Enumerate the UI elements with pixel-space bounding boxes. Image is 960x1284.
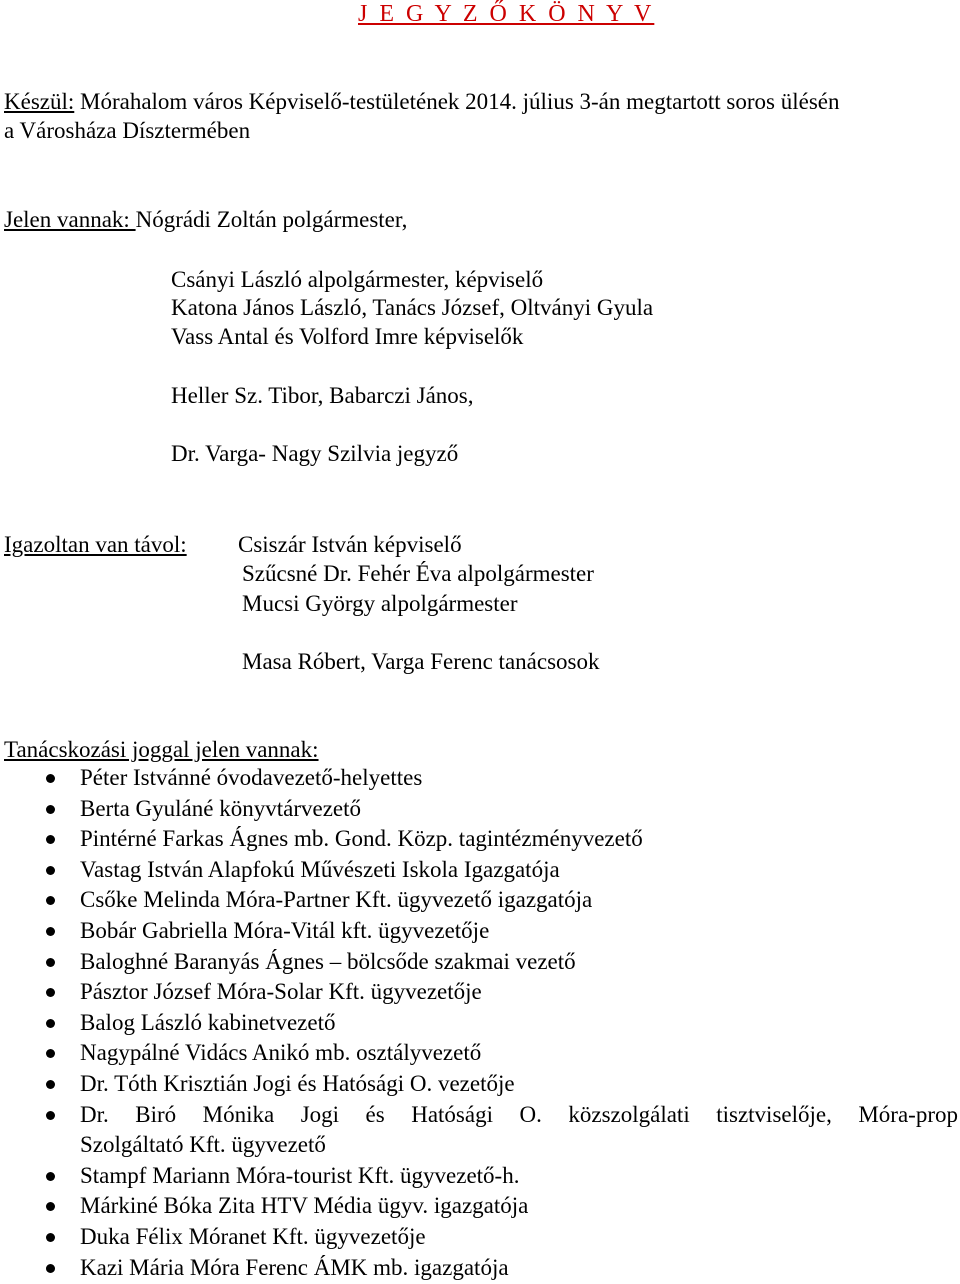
list-item [0, 1009, 960, 1040]
list-item-text: Márkiné Bóka Zita HTV Média ügyv. igazgatója [80, 1193, 529, 1219]
list-item [0, 917, 960, 948]
list-item-text: Balog László kabinetvezető [80, 1009, 336, 1035]
bullet-icon [46, 988, 55, 997]
list-item [0, 1192, 960, 1223]
word: Dr. [80, 1101, 109, 1127]
igazoltan-line-2: Mucsi György alpolgármester [242, 591, 518, 616]
list-item [0, 1039, 960, 1070]
list-item-text: Pintérné Farkas Ágnes mb. Gond. Közp. tagintézményvezető [80, 826, 643, 852]
bullet-icon [46, 1049, 55, 1058]
bullet-icon [46, 1080, 55, 1089]
keszul-line [4, 88, 840, 116]
list-item [0, 795, 960, 826]
word: O. [519, 1101, 542, 1127]
bullet-icon [46, 927, 55, 936]
list-item [0, 886, 960, 917]
list-item-text: Nagypálné Vidács Anikó mb. osztályvezető [80, 1040, 482, 1066]
igazoltan-label: Igazoltan van távol: [4, 532, 187, 557]
bullet-icon [46, 1172, 55, 1181]
list-item [0, 825, 960, 856]
bullet-icon [46, 896, 55, 905]
list-item [0, 1101, 960, 1162]
list-item-text: Berta Gyuláné könyvtárvezető [80, 795, 361, 821]
list-item-text: Baloghné Baranyás Ágnes – bölcsőde szakmai vezető [80, 948, 576, 974]
bullet-icon [46, 1264, 55, 1273]
list-item-text: Pásztor József Móra-Solar Kft. ügyvezetője [80, 979, 482, 1005]
bullet-icon [46, 1019, 55, 1028]
jelen-line-4: Heller Sz. Tibor, Babarczi János, [171, 383, 474, 408]
list-item-text: Kazi Mária Móra Ferenc ÁMK mb. igazgatója [80, 1254, 509, 1280]
list-item [0, 1070, 960, 1101]
bullet-icon [46, 835, 55, 844]
jelen-first: Nógrádi Zoltán polgármester, [135, 207, 408, 232]
list-item [0, 978, 960, 1009]
list-item [0, 856, 960, 887]
igazoltan-line-1: Szűcsné Dr. Fehér Éva alpolgármester [242, 561, 594, 586]
word: Móra-prop [858, 1101, 958, 1127]
list-item [0, 1223, 960, 1254]
list-item-text: Stampf Mariann Móra-tourist Kft. ügyvezető-h. [80, 1162, 520, 1188]
bullet-icon [46, 1202, 55, 1211]
bullet-icon [46, 774, 55, 783]
jelen-label: Jelen vannak: [4, 207, 136, 232]
word: és [365, 1101, 385, 1127]
list-item-text: Péter Istvánné óvodavezető-helyettes [80, 765, 423, 790]
list-item-text: Vastag István Alapfokú Művészeti Iskola Igazgatója [80, 856, 560, 882]
jelen-line-5: Dr. Varga- Nagy Szilvia jegyző [171, 441, 459, 466]
jelen-line-3: Vass Antal és Volford Imre képviselők [171, 324, 524, 349]
word: Biró [135, 1101, 177, 1127]
list-item [0, 1162, 960, 1193]
tanacskozasi-label: Tanácskozási joggal jelen vannak: [4, 737, 319, 762]
word: közszolgálati [568, 1101, 690, 1127]
list-item [0, 764, 960, 795]
word: Hatósági [411, 1101, 493, 1127]
word: Jogi [300, 1101, 340, 1127]
list-item-text: Csőke Melinda Móra-Partner Kft. ügyvezető igazgatója [80, 887, 593, 913]
bullet-icon [46, 958, 55, 967]
bullet-icon [46, 1111, 55, 1120]
word: Mónika [202, 1101, 275, 1127]
document-title: J E G Y Z Ő K Ö N Y V [358, 1, 655, 27]
keszul-text: Mórahalom város Képviselő-testületének 2014. július 3-án megtartott soros ülésén [74, 89, 840, 114]
attendee-list [0, 764, 960, 1284]
jelen-line-1: Csányi László alpolgármester, képviselő [171, 267, 544, 292]
list-item-text: Dr. Tóth Krisztián Jogi és Hatósági O. vezetője [80, 1070, 515, 1096]
bullet-icon [46, 1233, 55, 1242]
igazoltan-line-3: Masa Róbert, Varga Ferenc tanácsosok [242, 649, 600, 674]
list-item-text: Duka Félix Móranet Kft. ügyvezetője [80, 1223, 426, 1249]
bullet-icon [46, 866, 55, 875]
list-item-text-continued: Szolgáltató Kft. ügyvezető [80, 1131, 326, 1157]
list-item-text [80, 1101, 958, 1129]
igazoltan-first: Csiszár István képviselő [238, 532, 462, 557]
list-item-text: Bobár Gabriella Móra-Vitál kft. ügyvezetője [80, 917, 490, 943]
keszul-label: Készül: [4, 89, 75, 114]
jelen-line [4, 206, 407, 234]
jelen-line-2: Katona János László, Tanács József, Oltványi Gyula [171, 295, 654, 320]
bullet-icon [46, 805, 55, 814]
list-item [0, 948, 960, 979]
word: tisztviselője, [716, 1101, 832, 1127]
list-item [0, 1254, 960, 1284]
keszul-text-2: a Városháza Dísztermében [4, 118, 251, 143]
